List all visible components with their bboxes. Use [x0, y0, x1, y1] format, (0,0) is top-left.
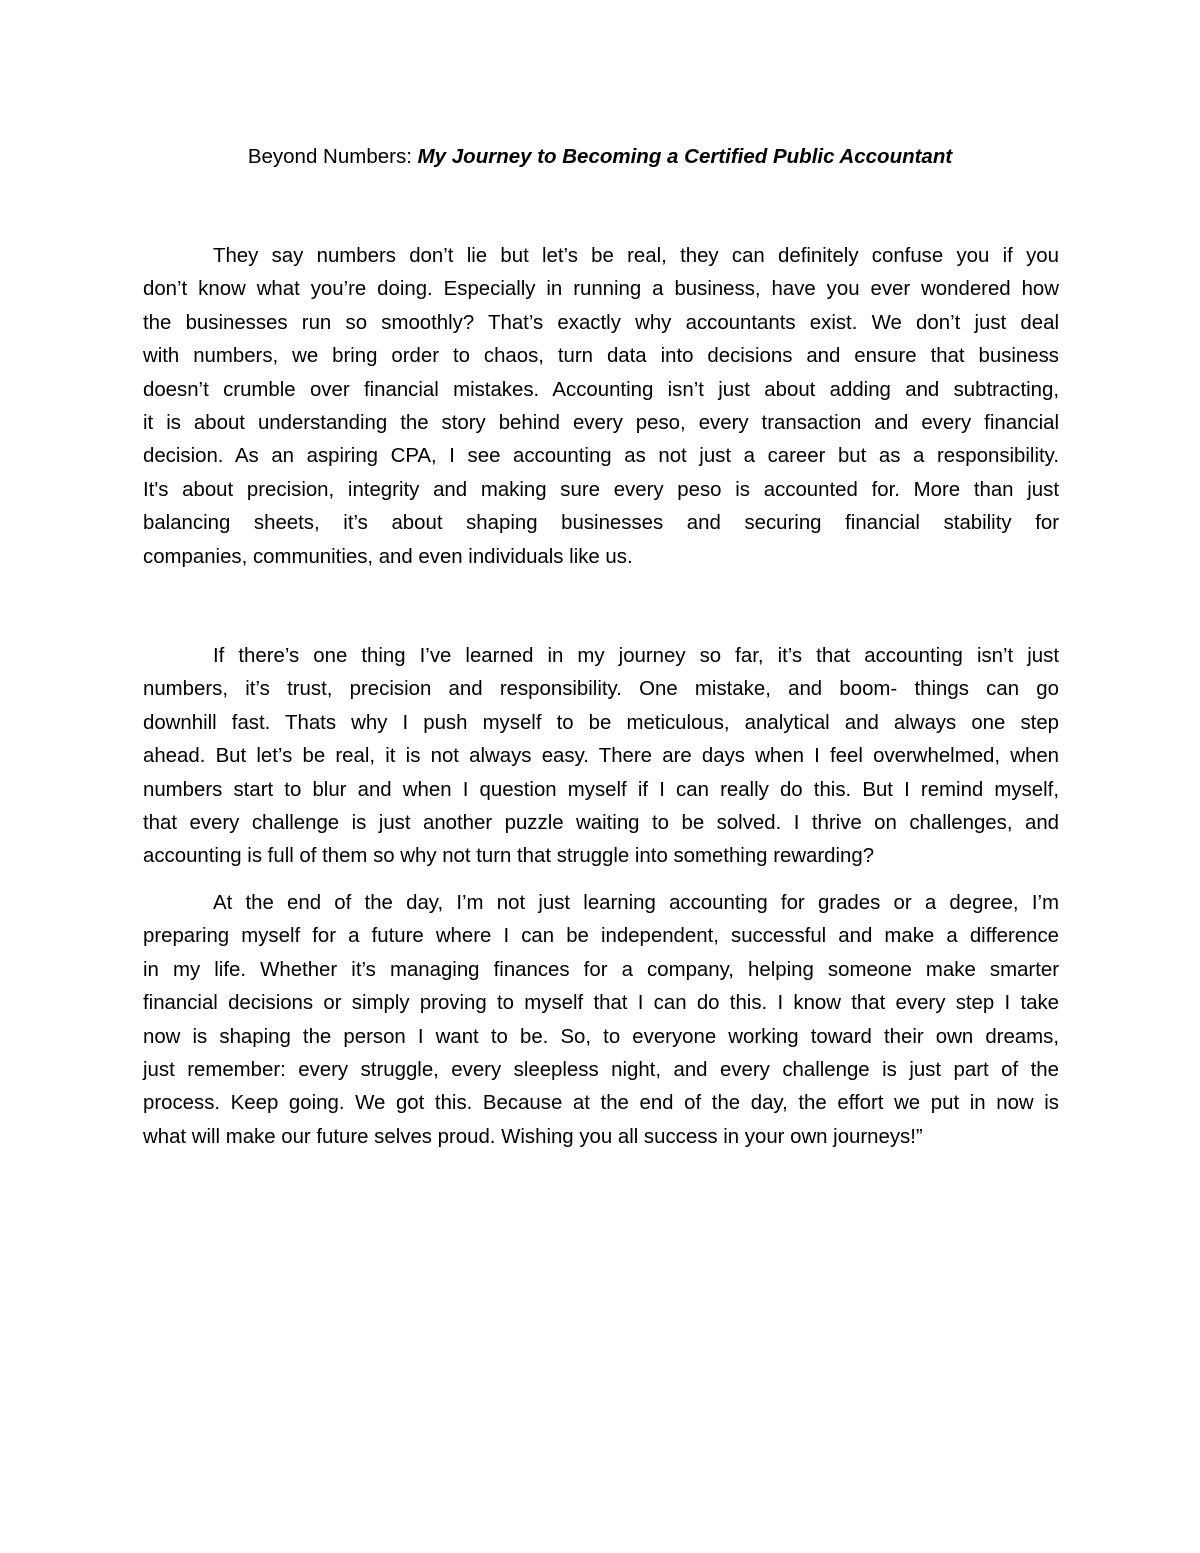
- paragraph-line: what will make our future selves proud. Wishing you all success in your own journeys!”: [143, 1125, 923, 1148]
- paragraph-line: downhill fast. Thats why I push myself to be meticulous, analytical and always one step: [143, 711, 1059, 734]
- paragraph-line: numbers, it’s trust, precision and responsibility. One mistake, and boom- things can go: [143, 678, 1059, 701]
- paragraph-line: doesn’t crumble over financial mistakes. Accounting isn’t just about adding and subtracting,: [143, 378, 1059, 401]
- paragraph-line: just remember: every struggle, every sleepless night, and every challenge is just part of the: [143, 1059, 1059, 1082]
- paragraph-line: preparing myself for a future where I can be independent, successful and make a difference: [143, 925, 1059, 948]
- paragraph-line: the businesses run so smoothly? That’s exactly why accountants exist. We don’t just deal: [143, 311, 1059, 334]
- paragraph-line: with numbers, we bring order to chaos, turn data into decisions and ensure that business: [143, 345, 1059, 368]
- paragraph-line: that every challenge is just another puzzle waiting to be solved. I thrive on challenges, and: [143, 812, 1059, 835]
- paragraph-line: don’t know what you’re doing. Especially in running a business, have you ever wondered how: [143, 278, 1059, 301]
- paragraph-2: [143, 640, 1059, 874]
- paragraph-line: They say numbers don’t lie but let’s be real, they can definitely confuse you if you: [213, 245, 1059, 267]
- paragraph-line: it is about understanding the story behind every peso, every transaction and every financial: [143, 412, 1059, 435]
- paragraph-1: [143, 240, 1059, 574]
- paragraph-line: now is shaping the person I want to be. So, to everyone working toward their own dreams,: [143, 1025, 1059, 1048]
- paragraph-line: process. Keep going. We got this. Because at the end of the day, the effort we put in now is: [143, 1092, 1059, 1115]
- title-main: My Journey to Becoming a Certified Public Accountant: [417, 145, 953, 168]
- title-prefix: Beyond Numbers:: [247, 145, 418, 168]
- document-title: [0, 143, 1200, 171]
- paragraph-line: financial decisions or simply proving to myself that I can do this. I know that every step I take: [143, 992, 1059, 1015]
- paragraph-line: companies, communities, and even individuals like us.: [143, 545, 633, 568]
- paragraph-3: [143, 887, 1059, 1154]
- paragraph-line: It's about precision, integrity and making sure every peso is accounted for. More than just: [143, 478, 1059, 501]
- paragraph-line: At the end of the day, I’m not just learning accounting for grades or a degree, I’m: [213, 892, 1059, 914]
- paragraph-line: accounting is full of them so why not turn that struggle into something rewarding?: [143, 845, 875, 868]
- paragraph-line: decision. As an aspiring CPA, I see accounting as not just a career but as a responsibility.: [143, 445, 1059, 468]
- paragraph-line: balancing sheets, it’s about shaping businesses and securing financial stability for: [143, 512, 1059, 535]
- paragraph-line: ahead. But let’s be real, it is not always easy. There are days when I feel overwhelmed, when: [143, 745, 1059, 768]
- paragraph-line: If there’s one thing I’ve learned in my journey so far, it’s that accounting isn’t just: [213, 645, 1059, 667]
- paragraph-line: in my life. Whether it’s managing finances for a company, helping someone make smarter: [143, 958, 1059, 981]
- paragraph-line: numbers start to blur and when I question myself if I can really do this. But I remind myself,: [143, 778, 1059, 801]
